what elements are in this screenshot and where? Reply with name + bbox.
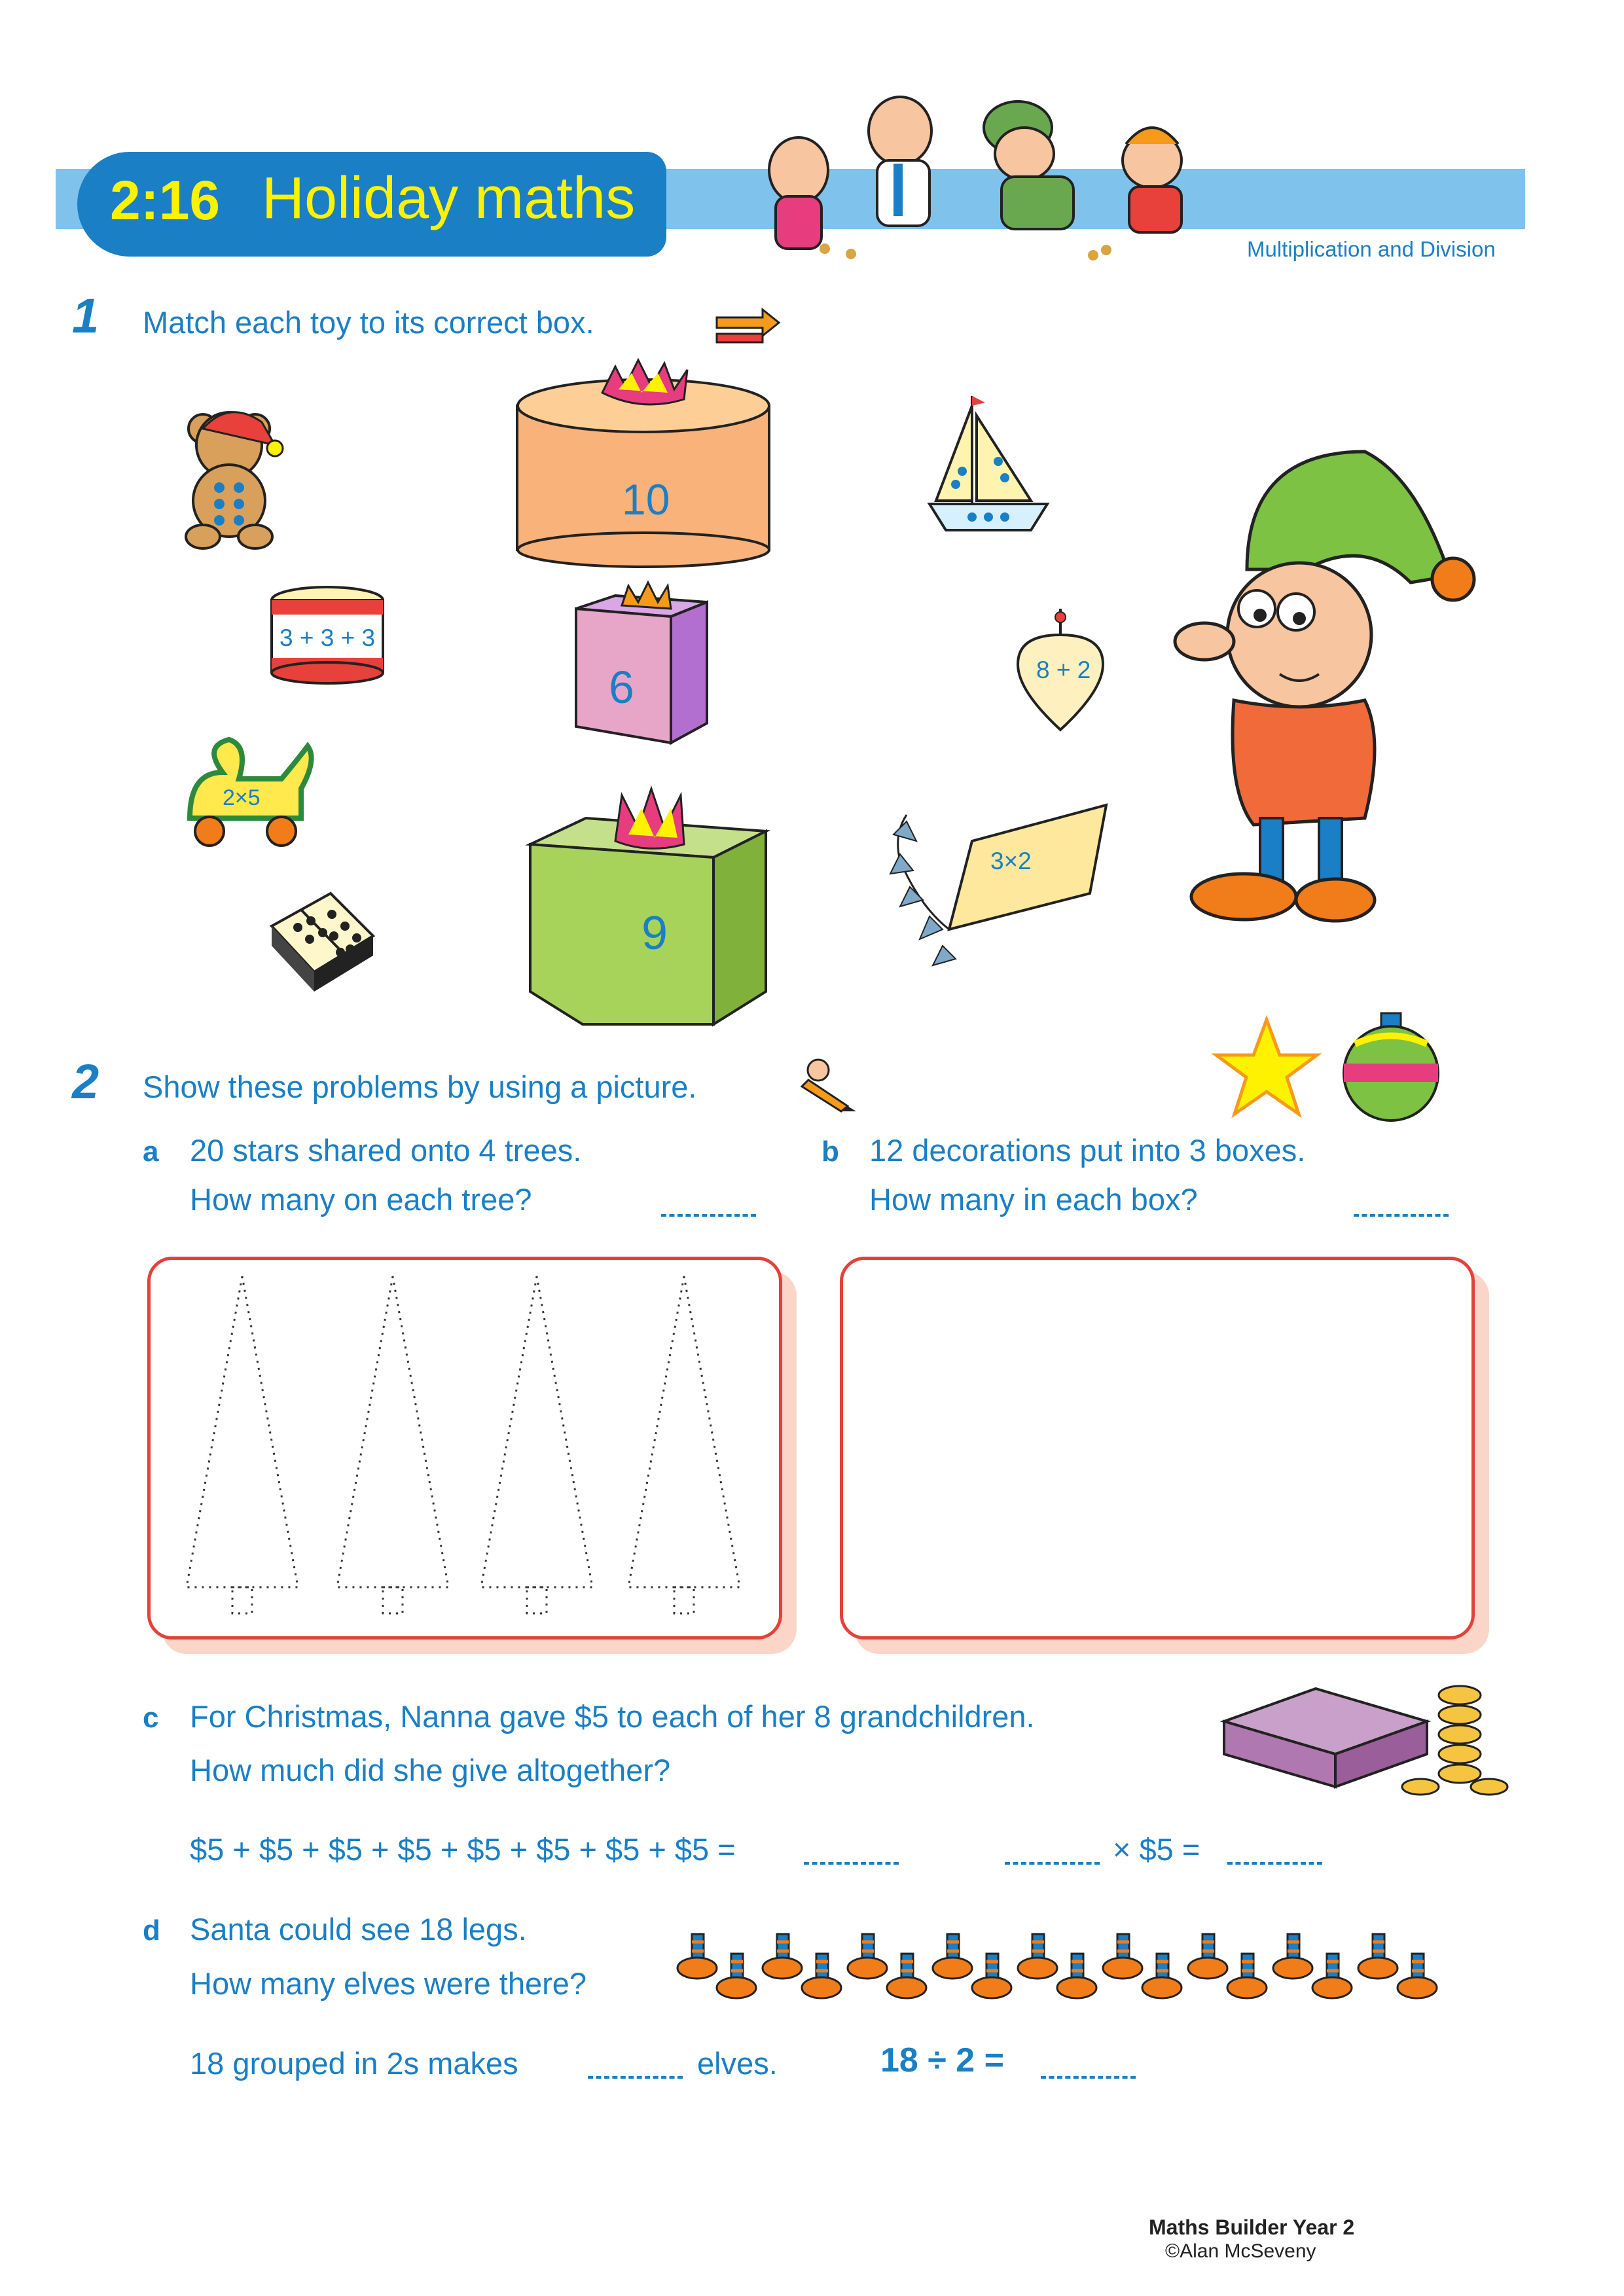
cube-box-9 — [524, 782, 772, 1031]
part-c-repeated-addition: $5 + $5 + $5 + $5 + $5 + $5 + $5 + $5 = — [190, 1832, 736, 1867]
part-d-line2: How many elves were there? — [190, 1966, 587, 2001]
dinosaur-label: 2×5 — [223, 785, 261, 810]
page-title: Holiday maths — [262, 166, 636, 231]
part-c-product-blank[interactable] — [1227, 1836, 1322, 1865]
box-label-9: 9 — [641, 907, 668, 960]
box-label-6: 6 — [609, 662, 634, 713]
part-c-letter: c — [143, 1702, 159, 1734]
kite-label: 3×2 — [990, 848, 1032, 874]
part-a-letter: a — [143, 1136, 159, 1168]
bauble-icon — [1335, 1008, 1447, 1126]
drum-label: 3 + 3 + 3 — [280, 624, 376, 651]
question-1-instruction: Match each toy to its correct box. — [143, 305, 594, 340]
part-b-line2: How many in each box? — [869, 1182, 1198, 1217]
part-d-quotient-blank[interactable] — [1041, 2050, 1136, 2079]
copyright: ©Alan McSeveny — [1165, 2240, 1316, 2262]
part-b-line1: 12 decorations put into 3 boxes. — [869, 1133, 1306, 1168]
part-b-answer-blank[interactable] — [1354, 1188, 1449, 1217]
pencil-icon — [792, 1054, 857, 1113]
drum-toy — [265, 584, 389, 685]
domino-icon — [259, 887, 383, 998]
question-2-number: 2 — [72, 1054, 99, 1109]
sailboat-icon — [916, 389, 1060, 540]
question-1-number: 1 — [72, 289, 99, 343]
drawing-panel-a[interactable] — [147, 1257, 782, 1640]
dinosaur-toy — [177, 733, 321, 851]
star-icon — [1211, 1014, 1322, 1122]
drawing-panel-b[interactable] — [840, 1257, 1475, 1640]
part-a-answer-blank[interactable] — [661, 1188, 756, 1217]
book-title: Maths Builder Year 2 — [1149, 2215, 1355, 2239]
part-c-line1: For Christmas, Nanna gave $5 to each of her 8 grandchildren. — [190, 1699, 1035, 1734]
part-d-grouped-text: 18 grouped in 2s makes — [190, 2046, 518, 2081]
kite-toy — [880, 795, 1116, 992]
elf-illustration — [1168, 425, 1489, 929]
part-b-letter: b — [821, 1136, 839, 1168]
elf-legs-row — [671, 1908, 1483, 2000]
children-illustration — [727, 79, 1211, 268]
round-box-10 — [511, 353, 779, 569]
dotted-trees — [151, 1260, 779, 1636]
part-c-addition-blank[interactable] — [804, 1836, 899, 1865]
part-d-division: 18 ÷ 2 = — [880, 2041, 1005, 2079]
part-c-multiplication: × $5 = — [1113, 1832, 1200, 1867]
part-a-line1: 20 stars shared onto 4 trees. — [190, 1133, 582, 1168]
part-d-elves-word: elves. — [697, 2046, 778, 2081]
spinning-top-toy — [1011, 605, 1110, 736]
money-icon — [1218, 1669, 1525, 1800]
tall-box-6 — [563, 576, 720, 746]
part-a-line2: How many on each tree? — [190, 1182, 532, 1217]
lesson-number: 2:16 — [110, 170, 221, 231]
teddy-bear-icon — [157, 393, 288, 550]
question-2-instruction: Show these problems by using a picture. — [143, 1069, 697, 1104]
spinning-top-label: 8 + 2 — [1036, 656, 1091, 683]
strand-label: Multiplication and Division — [1247, 237, 1496, 261]
match-arrows-icon — [710, 304, 782, 350]
part-c-multiplier-blank[interactable] — [1005, 1836, 1100, 1865]
part-c-line2: How much did she give altogether? — [190, 1753, 671, 1787]
part-d-line1: Santa could see 18 legs. — [190, 1912, 527, 1946]
box-label-10: 10 — [622, 475, 670, 524]
part-d-elves-blank[interactable] — [588, 2050, 683, 2079]
part-d-letter: d — [143, 1914, 160, 1946]
